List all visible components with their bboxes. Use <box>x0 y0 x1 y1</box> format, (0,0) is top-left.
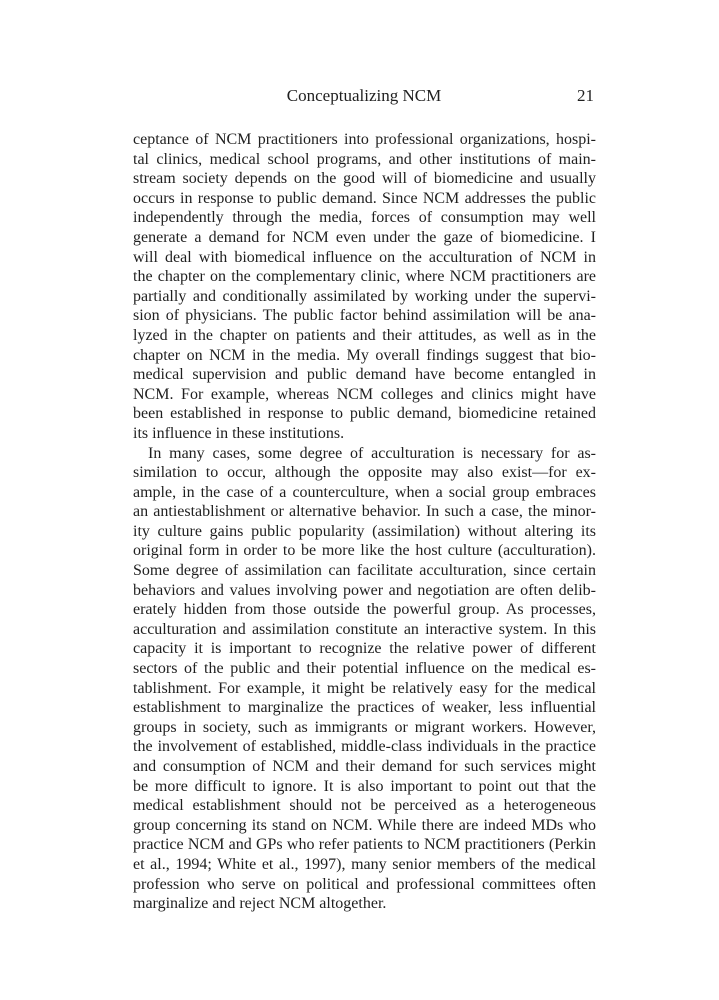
text-line: and consumption of NCM and their demand for such services might <box>133 758 596 775</box>
text-line: profession who serve on political and professional committees often <box>133 875 596 893</box>
text-line: establishment to marginalize the practices of weaker, less influential <box>133 699 596 717</box>
text-line: generate a demand for NCM even under the gaze of biomedicine. I <box>133 228 596 246</box>
text-line: acculturation and assimilation constitute an interactive system. In this <box>133 620 596 638</box>
running-head <box>132 84 596 108</box>
paragraph-2 <box>133 444 596 914</box>
text-line: In many cases, some degree of acculturation is necessary for as- <box>148 444 596 462</box>
text-line: NCM. For example, whereas NCM colleges and clinics might have <box>133 385 596 403</box>
text-line: the chapter on the complementary clinic, where NCM practitioners are <box>133 268 596 286</box>
text-line: original form in order to be more like the host culture (acculturation). <box>133 542 596 560</box>
text-line: be more difficult to ignore. It is also important to point out that the <box>133 777 596 795</box>
running-head-title: Conceptualizing NCM <box>286 86 442 105</box>
text-line: been established in response to public demand, biomedicine retained <box>133 405 596 423</box>
text-line: an antiestablishment or alternative behavior. In such a case, the minor- <box>133 503 596 521</box>
text-line: behaviors and values involving power and negotiation are often delib- <box>133 581 596 599</box>
text-line: chapter on NCM in the media. My overall findings suggest that bio- <box>133 346 596 364</box>
paragraph-1 <box>133 130 596 444</box>
text-line: sectors of the public and their potential influence on the medical es- <box>133 660 596 678</box>
text-line: tablishment. For example, it might be relatively easy for the medical <box>133 679 596 697</box>
text-line: will deal with biomedical influence on the acculturation of NCM in <box>133 248 596 266</box>
text-line: tal clinics, medical school programs, and other institutions of main- <box>133 150 596 168</box>
text-line: lyzed in the chapter on patients and their attitudes, as well as in the <box>133 326 596 344</box>
text-line: medical establishment should not be perceived as a heterogeneous <box>133 797 596 815</box>
page-number: 21 <box>577 86 594 105</box>
text-line: Some degree of assimilation can facilitate acculturation, since certain <box>133 562 596 580</box>
text-line: practice NCM and GPs who refer patients to NCM practitioners (Perkin <box>133 836 596 854</box>
text-line: et al., 1994; White et al., 1997), many senior members of the medical <box>133 855 596 873</box>
text-line: ceptance of NCM practitioners into professional organizations, hospi- <box>133 131 596 148</box>
text-line: stream society depends on the good will of biomedicine and usually <box>133 170 596 188</box>
text-line: its influence in these institutions. <box>133 424 345 442</box>
text-line: erately hidden from those outside the powerful group. As processes, <box>133 601 596 619</box>
text-line: the involvement of established, middle-class individuals in the practice <box>133 738 596 756</box>
text-line: ample, in the case of a counterculture, when a social group embraces <box>133 483 596 501</box>
text-line: ity culture gains public popularity (assimilation) without altering its <box>133 522 596 540</box>
text-line: groups in society, such as immigrants or migrant workers. However, <box>133 718 596 736</box>
text-line: partially and conditionally assimilated by working under the supervi- <box>133 287 596 305</box>
text-line: group concerning its stand on NCM. While there are indeed MDs who <box>133 816 596 834</box>
body-text <box>133 130 596 914</box>
text-line: similation to occur, although the opposite may also exist—for ex- <box>133 464 596 482</box>
text-line: marginalize and reject NCM altogether. <box>133 895 387 913</box>
text-line: sion of physicians. The public factor behind assimilation will be ana- <box>133 307 596 325</box>
text-line: independently through the media, forces of consumption may well <box>133 209 596 227</box>
text-line: medical supervision and public demand have become entangled in <box>133 366 596 384</box>
text-line: occurs in response to public demand. Since NCM addresses the public <box>133 189 596 207</box>
text-line: capacity it is important to recognize the relative power of different <box>133 640 596 658</box>
